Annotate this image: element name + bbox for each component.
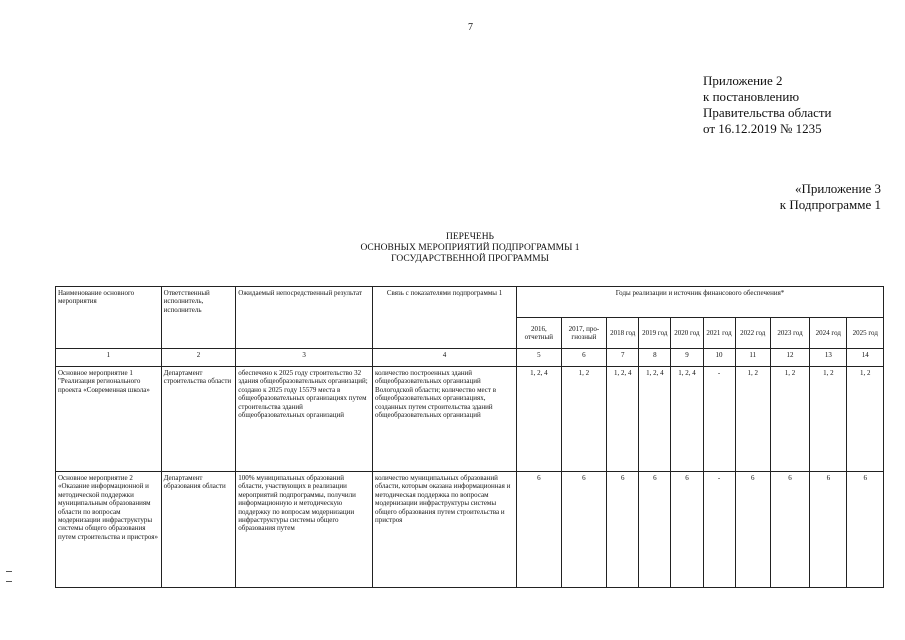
year-header: 2019 год bbox=[639, 318, 671, 349]
measure-result: 100% муниципальных образований области, участвующих в реализации мероприятий подпрограммы, получили информационную и методическую поддержку по вопросам модернизации инфраструктуры системы общего образования путем bbox=[236, 472, 373, 588]
column-number: 7 bbox=[607, 349, 639, 367]
table-row bbox=[56, 472, 884, 588]
column-number: 11 bbox=[735, 349, 770, 367]
measure-executor: Департамент образования области bbox=[161, 472, 236, 588]
measures-table bbox=[55, 286, 884, 588]
header-row bbox=[56, 287, 884, 318]
title-line: ГОСУДАРСТВЕННОЙ ПРОГРАММЫ bbox=[391, 254, 549, 264]
measure-name: Основное мероприятие 2 «Оказание информационной и методической поддержки муниципальным образованиям области по вопросам модернизации инфраструктуры системы общего образования путем строительства и пристроя» bbox=[56, 472, 162, 588]
year-value: 1, 2, 4 bbox=[671, 367, 703, 472]
year-value: 1, 2, 4 bbox=[639, 367, 671, 472]
year-value: 1, 2, 4 bbox=[607, 367, 639, 472]
table-row bbox=[56, 367, 884, 472]
year-header: 2025 год bbox=[847, 318, 884, 349]
measure-executor: Департамент строительства области bbox=[161, 367, 236, 472]
year-header: 2022 год bbox=[735, 318, 770, 349]
measure-link: количество построенных зданий общеобразовательных организаций Вологодской области; количество мест в общеобразовательных организациях, созданных путем строительства зданий общеобразовательных организаций bbox=[373, 367, 517, 472]
year-header: 2021 год bbox=[703, 318, 735, 349]
title-line: ПЕРЕЧЕНЬ bbox=[445, 232, 495, 242]
year-value: 1, 2 bbox=[847, 367, 884, 472]
year-value: 1, 2 bbox=[735, 367, 770, 472]
page-number: 7 bbox=[468, 22, 473, 33]
year-value: 6 bbox=[671, 472, 703, 588]
year-header: 2024 год bbox=[810, 318, 847, 349]
year-value: 1, 2 bbox=[770, 367, 809, 472]
year-header: 2020 год bbox=[671, 318, 703, 349]
header-years-group: Годы реализации и источник финансового обеспечения* bbox=[517, 287, 884, 318]
header-executor: Ответственный исполнитель, исполнитель bbox=[161, 287, 236, 349]
appendix-block bbox=[703, 73, 832, 137]
column-number: 1 bbox=[56, 349, 162, 367]
year-value: 6 bbox=[561, 472, 607, 588]
year-value: 6 bbox=[517, 472, 562, 588]
year-value: 6 bbox=[639, 472, 671, 588]
title-line: ОСНОВНЫХ МЕРОПРИЯТИЙ ПОДПРОГРАММЫ 1 bbox=[360, 243, 580, 253]
header-link: Связь с показателями подпрограммы 1 bbox=[373, 287, 517, 349]
appendix-line: к постановлению bbox=[703, 89, 800, 104]
appendix-ref-line: к Подпрограмме 1 bbox=[779, 197, 881, 212]
column-number: 13 bbox=[810, 349, 847, 367]
year-header: 2023 год bbox=[770, 318, 809, 349]
column-number: 10 bbox=[703, 349, 735, 367]
year-value: - bbox=[703, 472, 735, 588]
year-value: 1, 2, 4 bbox=[517, 367, 562, 472]
column-number: 14 bbox=[847, 349, 884, 367]
scan-margin-mark bbox=[6, 571, 12, 572]
measure-result: обеспечено к 2025 году строительство 32 здания общеобразовательных организаций; создано к 2025 году 15579 места в общеобразовательных организациях путем строительства зданий общеобразовательных организаций bbox=[236, 367, 373, 472]
appendix-line: Правительства области bbox=[703, 105, 832, 120]
column-number: 3 bbox=[236, 349, 373, 367]
year-value: 6 bbox=[847, 472, 884, 588]
measure-name: Основное мероприятие 1 "Реализация регионального проекта «Современная школа» bbox=[56, 367, 162, 472]
measure-link: количество муниципальных образований области, которым оказана информационная и методическая поддержка по вопросам модернизации инфраструктуры системы общего образования путем строительства и пристроя bbox=[373, 472, 517, 588]
column-number: 9 bbox=[671, 349, 703, 367]
appendix-reference bbox=[780, 181, 881, 213]
year-value: 1, 2 bbox=[561, 367, 607, 472]
column-number: 6 bbox=[561, 349, 607, 367]
column-number: 8 bbox=[639, 349, 671, 367]
year-value: 6 bbox=[770, 472, 809, 588]
year-value: 1, 2 bbox=[810, 367, 847, 472]
year-value: 6 bbox=[607, 472, 639, 588]
appendix-line: от 16.12.2019 № 1235 bbox=[703, 121, 822, 136]
column-number-row bbox=[56, 349, 884, 367]
header-result: Ожидаемый непосредственный результат bbox=[236, 287, 373, 349]
year-value: 6 bbox=[735, 472, 770, 588]
year-header: 2016, отчетный bbox=[517, 318, 562, 349]
column-number: 12 bbox=[770, 349, 809, 367]
year-value: - bbox=[703, 367, 735, 472]
header-name: Наименование основного мероприятия bbox=[56, 287, 162, 349]
appendix-ref-line: «Приложение 3 bbox=[794, 181, 881, 196]
column-number: 5 bbox=[517, 349, 562, 367]
document-title bbox=[250, 232, 690, 265]
appendix-line: Приложение 2 bbox=[703, 73, 783, 88]
column-number: 4 bbox=[373, 349, 517, 367]
column-number: 2 bbox=[161, 349, 236, 367]
year-value: 6 bbox=[810, 472, 847, 588]
scan-margin-mark bbox=[6, 581, 12, 582]
year-header: 2017, про-гнозный bbox=[561, 318, 607, 349]
year-header: 2018 год bbox=[607, 318, 639, 349]
